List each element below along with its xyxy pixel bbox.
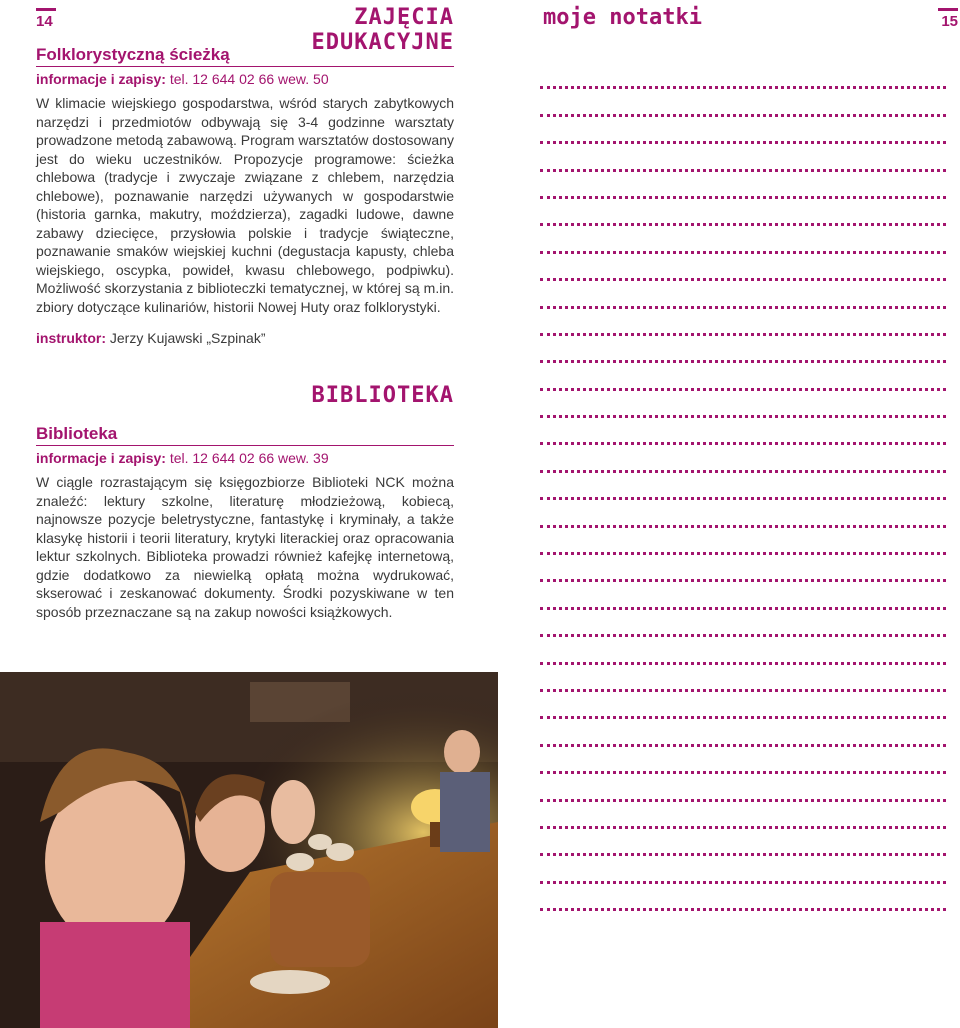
notes-dotted-line[interactable] xyxy=(540,774,946,801)
left-page-number: 14 xyxy=(36,8,56,30)
right-page-number: 15 xyxy=(938,8,958,30)
notes-dotted-line[interactable] xyxy=(540,637,946,664)
page-title-right: moje notatki xyxy=(543,5,702,30)
notes-dotted-line[interactable] xyxy=(540,665,946,692)
library-section xyxy=(36,424,454,621)
page-title-left: ZAJĘCIA EDUKACYJNE xyxy=(311,5,454,55)
library-info-value: tel. 12 644 02 66 wew. 39 xyxy=(169,450,329,466)
folk-title: Folklorystyczną ścieżką xyxy=(36,45,454,67)
notes-dotted-line[interactable] xyxy=(540,719,946,746)
notes-dotted-line[interactable] xyxy=(540,144,946,171)
folk-section xyxy=(36,45,454,346)
library-title: Biblioteka xyxy=(36,424,454,446)
children-workshop-photo xyxy=(0,672,498,1028)
notes-dotted-line[interactable] xyxy=(540,391,946,418)
folk-info-value: tel. 12 644 02 66 wew. 50 xyxy=(169,71,329,87)
notes-dotted-line[interactable] xyxy=(540,363,946,390)
folk-info xyxy=(36,69,454,89)
notes-dotted-line[interactable] xyxy=(540,309,946,336)
notes-dotted-line[interactable] xyxy=(540,884,946,911)
notes-dotted-line[interactable] xyxy=(540,582,946,609)
notes-dotted-line[interactable] xyxy=(540,62,946,89)
notes-dotted-line[interactable] xyxy=(540,172,946,199)
instructor-name: Jerzy Kujawski „Szpinak” xyxy=(109,330,266,346)
notes-dotted-line[interactable] xyxy=(540,281,946,308)
notes-dotted-line[interactable] xyxy=(540,336,946,363)
notes-dotted-line[interactable] xyxy=(540,610,946,637)
notes-dotted-line[interactable] xyxy=(540,89,946,116)
notes-dotted-line[interactable] xyxy=(540,500,946,527)
instructor-label: instruktor: xyxy=(36,330,106,346)
notes-dotted-line[interactable] xyxy=(540,555,946,582)
notes-dotted-line[interactable] xyxy=(540,528,946,555)
notes-dotted-line[interactable] xyxy=(540,747,946,774)
notes-dotted-line[interactable] xyxy=(540,692,946,719)
notes-dotted-line[interactable] xyxy=(540,802,946,829)
notes-dotted-line[interactable] xyxy=(540,829,946,856)
notes-dotted-line[interactable] xyxy=(540,473,946,500)
notes-area[interactable] xyxy=(540,62,946,911)
notes-dotted-line[interactable] xyxy=(540,254,946,281)
folk-body: W klimacie wiejskiego gospodarstwa, wśród starych zabytkowych narzędzi i przedmiotów odbywają się 3-4 godzinne warsztaty prowadzone metodą zabawową. Program warsztatów dostosowany jest do wieku uczestników. Propozycje programowe: ścieżka chlebowa (tradycje i zwyczaje związane z chlebem, narzędzia chlebowe), poznawanie narzędzi używanych w gospodarstwie (historia garnka, makutry, moździerza), zagadki ludowe, dawne zabawy dziecięce, przysłowia polskie i tradycje świąteczne, poznawanie smaków wiejskiej kuchni (degustacja kapusty, chleba wiejskiego, oscypka, powideł, kwasu chlebowego, podpiwku). Możliwość skorzystania z biblioteczki tematycznej, w której są m.in. zbiory dotyczące kulinariów, historii Nowej Huty oraz folklorystyki. xyxy=(36,95,454,315)
library-section-heading: BIBLIOTEKA xyxy=(311,383,454,408)
folk-instructor xyxy=(36,330,454,346)
folk-info-label: informacje i zapisy: xyxy=(36,71,166,87)
notes-dotted-line[interactable] xyxy=(540,856,946,883)
notes-dotted-line[interactable] xyxy=(540,418,946,445)
library-info xyxy=(36,448,454,468)
library-info-label: informacje i zapisy: xyxy=(36,450,166,466)
notes-dotted-line[interactable] xyxy=(540,117,946,144)
notes-dotted-line[interactable] xyxy=(540,226,946,253)
photo-illustration xyxy=(0,672,498,1028)
notes-dotted-line[interactable] xyxy=(540,445,946,472)
notes-dotted-line[interactable] xyxy=(540,199,946,226)
library-body: W ciągle rozrastającym się księgozbiorze Biblioteki NCK można znaleźć: lektury szkolne, literaturę młodzieżową, kobiecą, najnowsze pozycje beletrystyczne, fantastykę i kryminały, a także klasykę historii i teorii literatury, krytyki literackiej oraz opracowania lektur szkolnych. Biblioteka prowadzi również kafejkę internetową, gdzie dodatkowo za niewielką opłatą można wydrukować, skserować i zeskanować dokumenty. Środki pozyskiwane w ten sposób przeznaczane są na zakup nowości książkowych. xyxy=(36,474,454,620)
